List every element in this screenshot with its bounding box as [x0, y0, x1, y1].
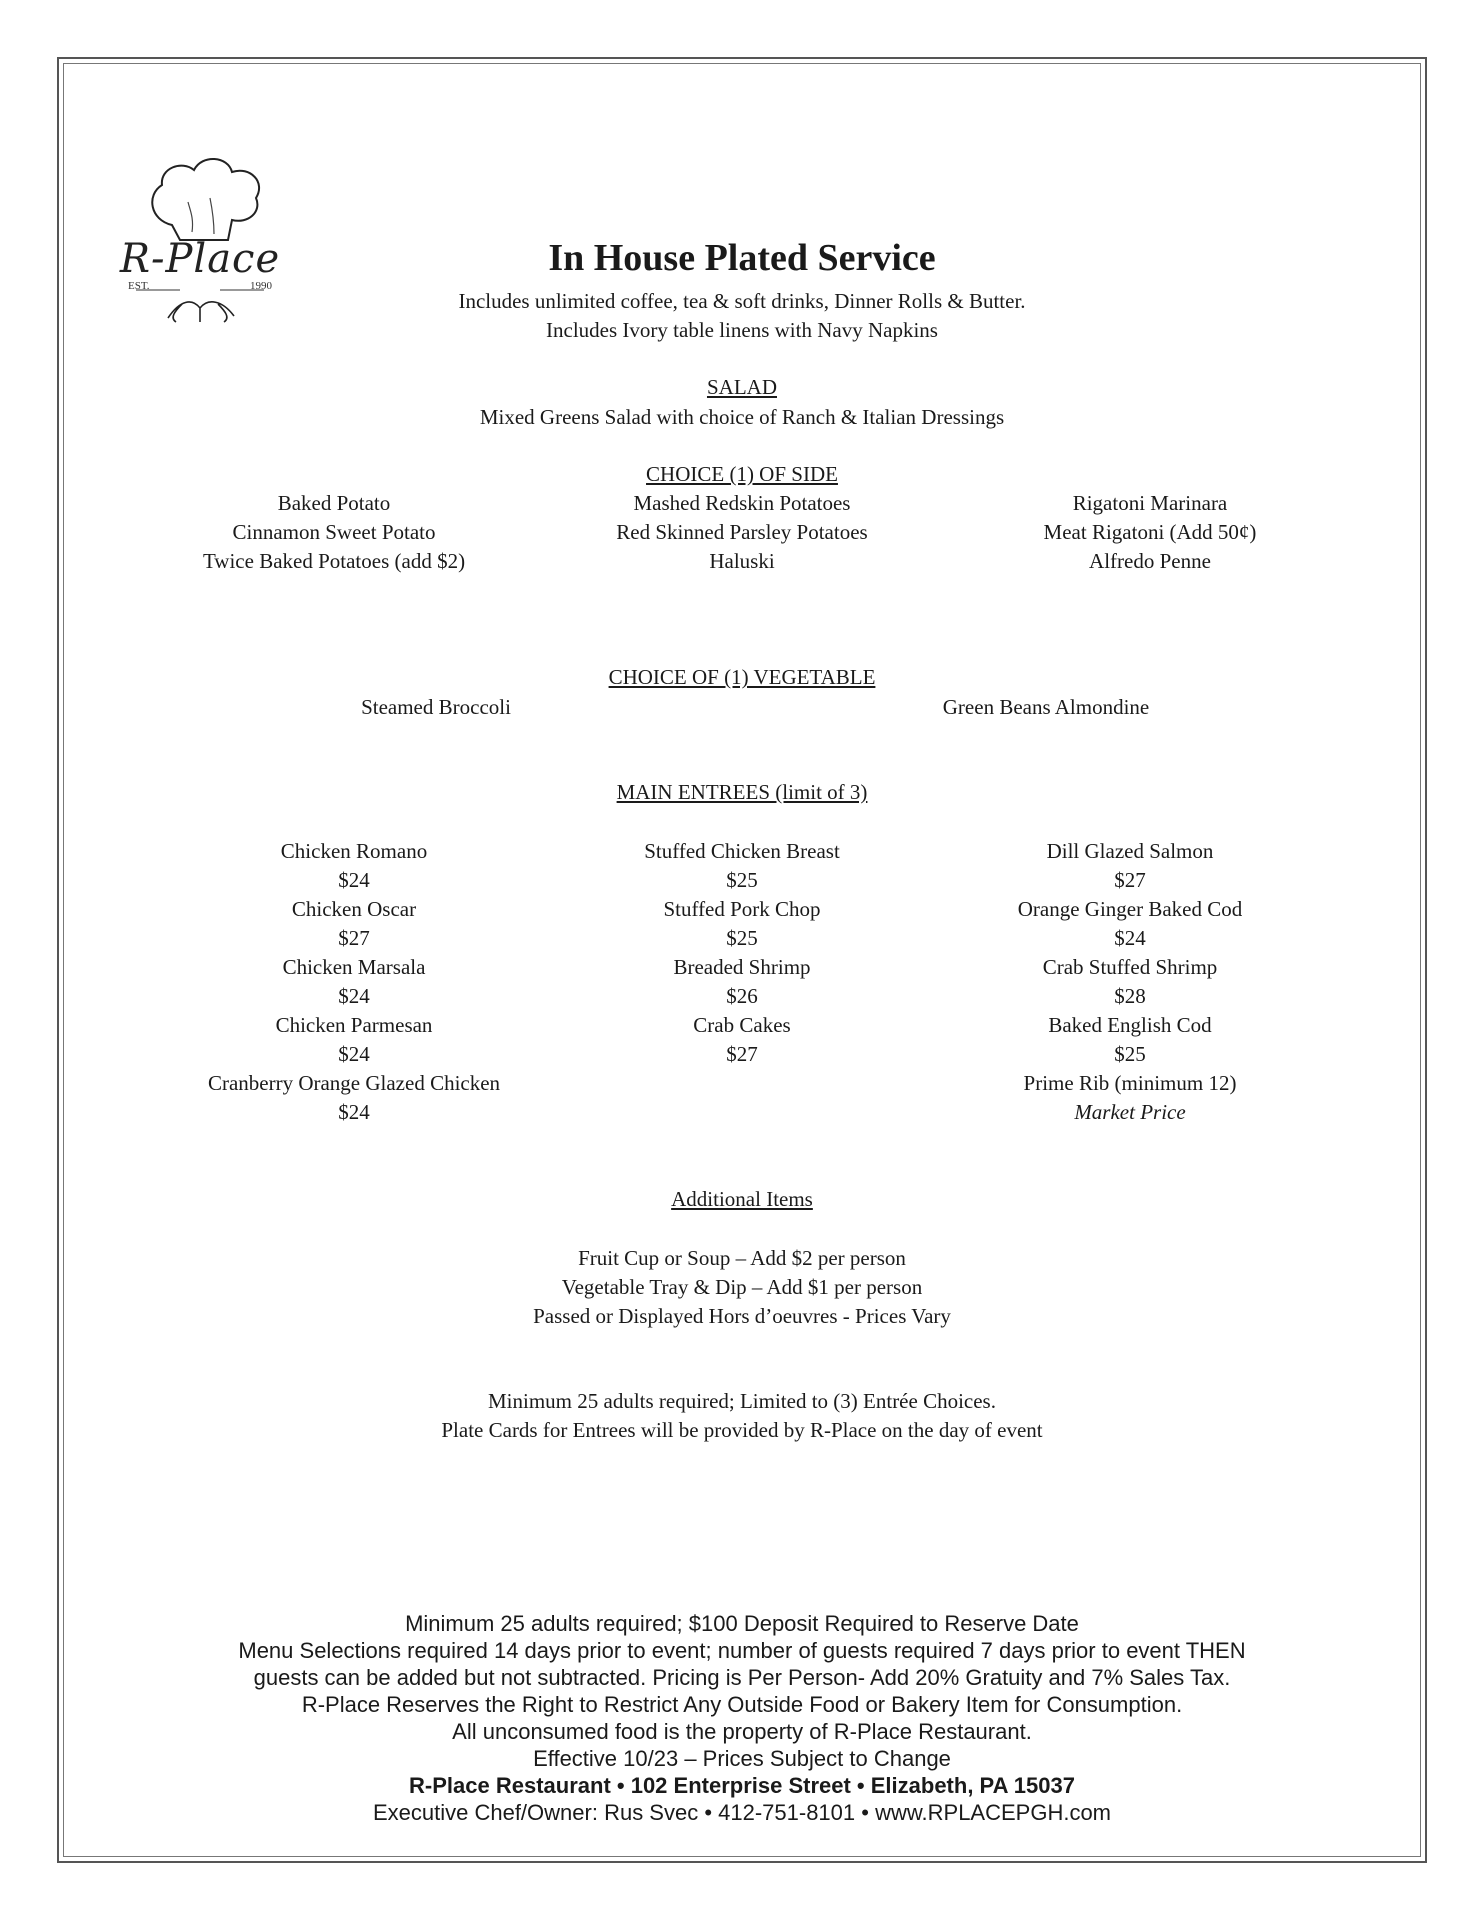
vegetable-item: Steamed Broccoli [361, 695, 511, 719]
entrees-column-1 [154, 837, 554, 1127]
entree-name: Baked English Cod [1048, 1013, 1212, 1037]
entree-price-market: Market Price [1074, 1100, 1186, 1124]
entree-name: Crab Cakes [693, 1013, 791, 1037]
vegetable-item-2 [846, 693, 1246, 722]
entree-name: Chicken Romano [280, 839, 428, 863]
side-item: Twice Baked Potatoes (add $2) [202, 549, 466, 573]
intro-line-1: Includes unlimited coffee, tea & soft drinks, Dinner Rolls & Butter. [458, 289, 1026, 313]
footer-contact: Executive Chef/Owner: Rus Svec • 412-751-8101 • www.RPLACEPGH.com [372, 1800, 1112, 1825]
salad-heading: SALAD [706, 375, 777, 399]
additional-heading: Additional Items [671, 1187, 813, 1211]
entree-price: $28 [1114, 984, 1146, 1008]
entree-name: Chicken Oscar [291, 897, 417, 921]
entree-price: $25 [726, 926, 758, 950]
side-item: Meat Rigatoni (Add 50¢) [1043, 520, 1257, 544]
additional-item: Vegetable Tray & Dip – Add $1 per person [561, 1275, 923, 1299]
footer-line: Minimum 25 adults required; $100 Deposit Required to Reserve Date [405, 1611, 1079, 1636]
vegetable-item: Green Beans Almondine [942, 695, 1150, 719]
entrees-column-2 [542, 837, 942, 1069]
entree-price: $27 [1114, 868, 1146, 892]
entree-name: Stuffed Chicken Breast [644, 839, 840, 863]
sides-column-1 [134, 489, 534, 576]
footer-line: guests can be added but not subtracted. Pricing is Per Person- Add 20% Gratuity and 7% Sales Tax. [253, 1665, 1231, 1690]
entree-name: Dill Glazed Salmon [1046, 839, 1214, 863]
entree-price: $27 [338, 926, 370, 950]
logo-wordmark: R-Place [119, 236, 281, 282]
side-item: Mashed Redskin Potatoes [633, 491, 851, 515]
intro-line-2: Includes Ivory table linens with Navy Napkins [546, 318, 938, 342]
footer-line: All unconsumed food is the property of R-Place Restaurant. [452, 1719, 1032, 1744]
entree-price: $25 [726, 868, 758, 892]
side-item: Alfredo Penne [1089, 549, 1211, 573]
entree-name: Prime Rib (minimum 12) [1023, 1071, 1237, 1095]
entree-name: Cranberry Orange Glazed Chicken [207, 1071, 501, 1095]
entree-name: Chicken Marsala [282, 955, 426, 979]
sides-heading: CHOICE (1) OF SIDE [646, 462, 838, 486]
salad-text: Mixed Greens Salad with choice of Ranch & Italian Dressings [479, 405, 1005, 429]
additional-item: Passed or Displayed Hors d’oeuvres - Prices Vary [533, 1304, 951, 1328]
entree-price: $25 [1114, 1042, 1146, 1066]
side-item: Red Skinned Parsley Potatoes [616, 520, 868, 544]
entree-name: Breaded Shrimp [673, 955, 811, 979]
note-line-2: Plate Cards for Entrees will be provided by R-Place on the day of event [441, 1418, 1043, 1442]
entree-price: $24 [1114, 926, 1146, 950]
footer-address: R-Place Restaurant • 102 Enterprise Street • Elizabeth, PA 15037 [409, 1773, 1075, 1798]
side-item: Haluski [709, 549, 775, 573]
entree-name: Orange Ginger Baked Cod [1017, 897, 1243, 921]
entree-name: Crab Stuffed Shrimp [1042, 955, 1218, 979]
entrees-column-3 [930, 837, 1330, 1127]
entree-name: Chicken Parmesan [275, 1013, 433, 1037]
logo-est-label: EST. [128, 280, 150, 292]
entree-price: $27 [726, 1042, 758, 1066]
logo-est-year: 1990 [250, 280, 272, 292]
sides-column-3 [950, 489, 1350, 576]
entree-price: $24 [338, 868, 370, 892]
page-title: In House Plated Service [548, 237, 936, 279]
sides-column-2 [542, 489, 942, 576]
entree-price: $26 [726, 984, 758, 1008]
entrees-heading: MAIN ENTREES (limit of 3) [616, 780, 868, 804]
footer-line: Menu Selections required 14 days prior to event; number of guests required 7 days prior to event THEN [238, 1638, 1246, 1663]
note-line-1: Minimum 25 adults required; Limited to (3) Entrée Choices. [488, 1389, 996, 1413]
additional-item: Fruit Cup or Soup – Add $2 per person [578, 1246, 906, 1270]
footer [0, 1610, 1484, 1826]
entree-price: $24 [338, 1042, 370, 1066]
footer-line: R-Place Reserves the Right to Restrict Any Outside Food or Bakery Item for Consumption. [301, 1692, 1183, 1717]
side-item: Baked Potato [277, 491, 391, 515]
side-item: Rigatoni Marinara [1072, 491, 1228, 515]
entree-price: $24 [338, 1100, 370, 1124]
vegetable-item-1 [236, 693, 636, 722]
vegetables-heading: CHOICE OF (1) VEGETABLE [608, 665, 876, 689]
side-item: Cinnamon Sweet Potato [232, 520, 436, 544]
entree-name: Stuffed Pork Chop [663, 897, 821, 921]
footer-line: Effective 10/23 – Prices Subject to Change [533, 1746, 951, 1771]
entree-price: $24 [338, 984, 370, 1008]
